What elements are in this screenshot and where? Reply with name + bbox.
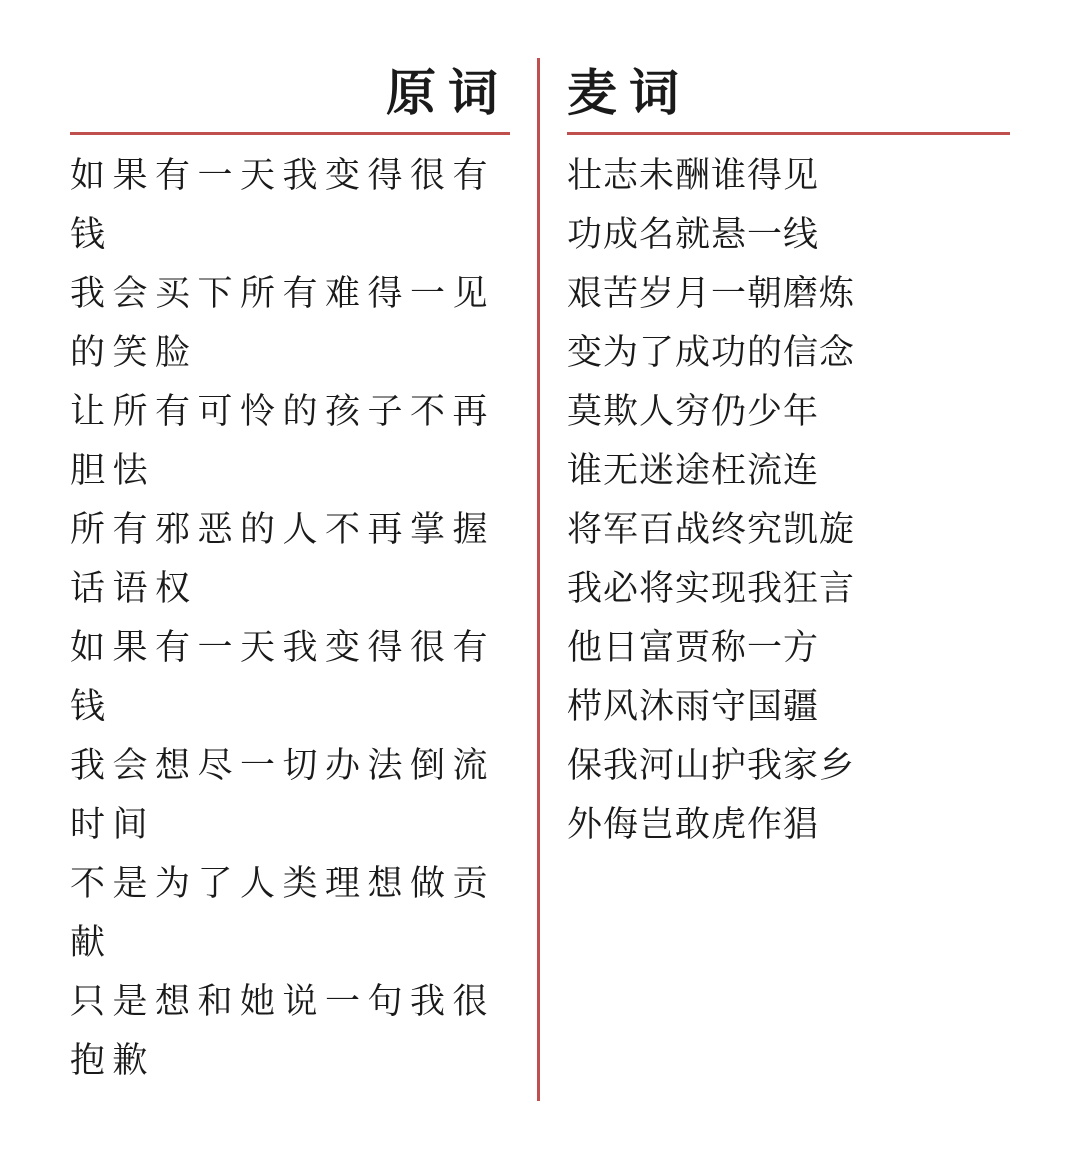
original-lyric-line: 只是想和她说一句我很抱歉 [70,982,496,1081]
original-lyric-line: 如果有一天我变得很有钱 [70,628,496,727]
rewritten-lyric-line: 外侮岂敢虎作猖 [567,805,820,845]
rewritten-lyric-line: 壮志未酬谁得见 [567,156,820,196]
rewritten-lyric-line: 将军百战终究凯旋 [567,510,856,550]
rewritten-lyric-line: 保我河山护我家乡 [567,746,856,786]
original-lyrics-list [70,147,510,1091]
original-lyric-line: 如果有一天我变得很有钱 [70,156,496,255]
rewritten-lyrics-column [567,62,1010,855]
rewritten-lyric-line: 他日富贾称一方 [567,628,820,668]
rewritten-lyrics-heading: 麦词 [567,62,1010,135]
original-lyrics-heading: 原词 [70,62,510,135]
original-lyric-line: 不是为了人类理想做贡献 [70,864,496,963]
original-lyric-line: 让所有可怜的孩子不再胆怯 [70,392,496,491]
rewritten-lyric-line: 我必将实现我狂言 [567,569,856,609]
rewritten-lyric-line: 栉风沐雨守国疆 [567,687,820,727]
original-lyric-line: 我会想尽一切办法倒流时间 [70,746,496,845]
rewritten-lyric-line: 功成名就悬一线 [567,215,820,255]
rewritten-lyric-line: 谁无迷途枉流连 [567,451,820,491]
original-lyric-line: 我会买下所有难得一见的笑脸 [70,274,496,373]
original-lyrics-column [70,62,510,1091]
original-lyric-line: 所有邪恶的人不再掌握话语权 [70,510,496,609]
column-divider [537,58,540,1101]
rewritten-lyric-line: 莫欺人穷仍少年 [567,392,820,432]
rewritten-lyric-line: 变为了成功的信念 [567,333,856,373]
rewritten-lyrics-list [567,147,1010,855]
rewritten-lyric-line: 艰苦岁月一朝磨炼 [567,274,856,314]
